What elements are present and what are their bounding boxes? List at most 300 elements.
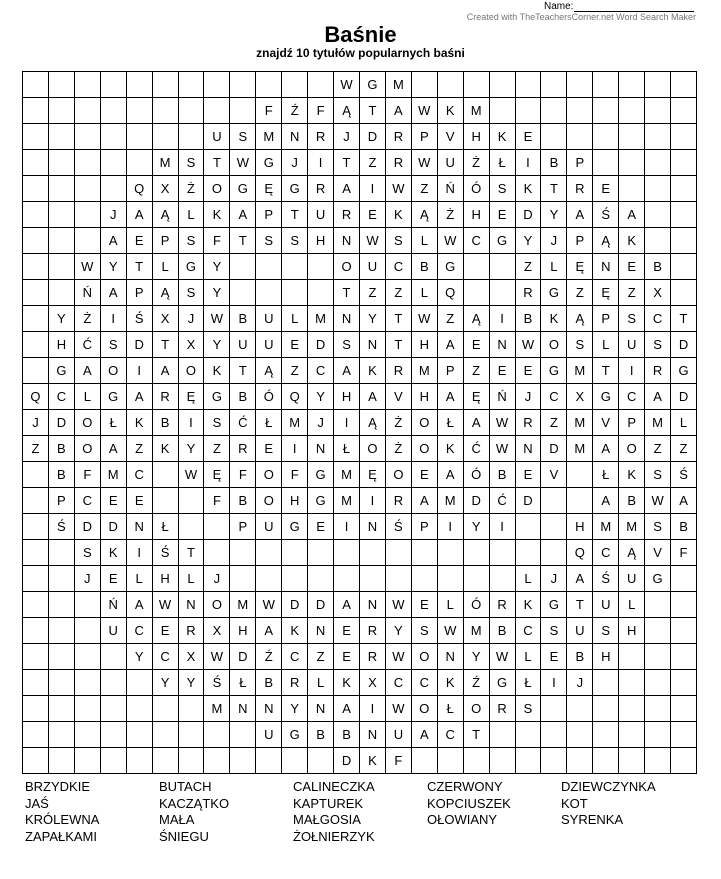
grid-cell: Q: [567, 540, 593, 566]
grid-cell: G: [671, 358, 697, 384]
grid-cell: X: [645, 280, 671, 306]
grid-cell: S: [101, 332, 127, 358]
grid-cell: Ć: [230, 410, 256, 436]
grid-cell: W: [75, 254, 101, 280]
grid-cell: A: [153, 358, 179, 384]
word-list-item: KACZĄTKO: [159, 795, 230, 811]
grid-cell: I: [282, 436, 308, 462]
grid-cell: P: [230, 514, 256, 540]
grid-cell: W: [516, 332, 542, 358]
grid-cell: T: [153, 332, 179, 358]
grid-cell: H: [567, 514, 593, 540]
grid-cell: T: [230, 228, 256, 254]
grid-cell: N: [282, 124, 308, 150]
grid-cell: K: [438, 670, 464, 696]
grid-cell: Ź: [282, 98, 308, 124]
name-label: Name:: [544, 1, 574, 12]
grid-cell: Ą: [619, 540, 645, 566]
grid-cell: [593, 124, 619, 150]
grid-cell: I: [179, 410, 205, 436]
grid-cell: S: [645, 332, 671, 358]
grid-cell: E: [153, 618, 179, 644]
grid-cell: B: [256, 670, 282, 696]
grid-cell: [464, 280, 490, 306]
grid-cell: R: [386, 358, 412, 384]
grid-cell: M: [645, 410, 671, 436]
grid-cell: [49, 592, 75, 618]
grid-cell: Ż: [75, 306, 101, 332]
grid-cell: P: [593, 306, 619, 332]
grid-cell: Ż: [386, 436, 412, 462]
grid-cell: [153, 98, 179, 124]
grid-cell: Z: [360, 280, 386, 306]
grid-cell: S: [256, 228, 282, 254]
grid-cell: [619, 98, 645, 124]
grid-cell: R: [153, 384, 179, 410]
grid-cell: [75, 722, 101, 748]
grid-cell: Y: [179, 436, 205, 462]
grid-cell: E: [464, 332, 490, 358]
grid-cell: [23, 670, 49, 696]
grid-cell: B: [541, 150, 567, 176]
grid-cell: X: [179, 332, 205, 358]
grid-cell: C: [386, 254, 412, 280]
grid-cell: W: [490, 436, 516, 462]
grid-cell: Ą: [464, 306, 490, 332]
grid-cell: E: [101, 566, 127, 592]
grid-cell: M: [153, 150, 179, 176]
word-list: [25, 779, 705, 845]
grid-cell: Y: [49, 306, 75, 332]
grid-cell: F: [204, 488, 230, 514]
grid-cell: [386, 540, 412, 566]
grid-cell: [179, 748, 205, 774]
grid-cell: Z: [386, 280, 412, 306]
grid-cell: [75, 748, 101, 774]
grid-cell: C: [386, 670, 412, 696]
grid-cell: N: [334, 228, 360, 254]
grid-cell: [490, 280, 516, 306]
grid-cell: [23, 644, 49, 670]
grid-cell: H: [464, 124, 490, 150]
grid-cell: [645, 98, 671, 124]
grid-cell: R: [308, 124, 334, 150]
grid-cell: F: [256, 98, 282, 124]
grid-cell: [464, 72, 490, 98]
grid-cell: C: [645, 306, 671, 332]
grid-cell: Ł: [438, 696, 464, 722]
grid-cell: [49, 176, 75, 202]
grid-cell: G: [360, 72, 386, 98]
grid-cell: V: [645, 540, 671, 566]
grid-cell: M: [204, 696, 230, 722]
grid-cell: J: [541, 566, 567, 592]
grid-cell: T: [179, 540, 205, 566]
grid-cell: [49, 566, 75, 592]
grid-cell: [360, 540, 386, 566]
grid-cell: [23, 176, 49, 202]
grid-cell: [541, 72, 567, 98]
grid-cell: S: [204, 410, 230, 436]
grid-cell: T: [334, 280, 360, 306]
grid-cell: S: [386, 228, 412, 254]
grid-cell: M: [101, 462, 127, 488]
grid-cell: U: [230, 332, 256, 358]
grid-cell: P: [49, 488, 75, 514]
grid-cell: T: [671, 306, 697, 332]
grid-cell: W: [645, 488, 671, 514]
grid-cell: N: [490, 332, 516, 358]
grid-cell: C: [75, 488, 101, 514]
grid-cell: [619, 176, 645, 202]
grid-cell: B: [490, 462, 516, 488]
grid-cell: N: [360, 592, 386, 618]
grid-cell: [645, 748, 671, 774]
grid-cell: B: [619, 488, 645, 514]
grid-cell: W: [412, 150, 438, 176]
grid-cell: [23, 514, 49, 540]
grid-cell: [516, 98, 542, 124]
grid-cell: R: [386, 124, 412, 150]
grid-cell: [204, 72, 230, 98]
grid-cell: O: [179, 358, 205, 384]
grid-cell: Ś: [593, 566, 619, 592]
grid-cell: A: [438, 332, 464, 358]
grid-cell: O: [204, 592, 230, 618]
grid-cell: T: [334, 150, 360, 176]
grid-cell: E: [490, 202, 516, 228]
grid-cell: R: [360, 618, 386, 644]
grid-cell: S: [412, 618, 438, 644]
grid-cell: E: [127, 228, 153, 254]
grid-cell: [230, 722, 256, 748]
grid-cell: V: [541, 462, 567, 488]
grid-cell: [23, 722, 49, 748]
grid-cell: V: [386, 384, 412, 410]
word-list-item: MAŁA: [159, 812, 195, 827]
grid-cell: [23, 280, 49, 306]
grid-cell: U: [386, 722, 412, 748]
grid-cell: [49, 280, 75, 306]
grid-cell: N: [360, 722, 386, 748]
grid-cell: R: [567, 176, 593, 202]
grid-cell: [282, 540, 308, 566]
grid-cell: [645, 618, 671, 644]
grid-cell: G: [204, 384, 230, 410]
grid-cell: F: [230, 462, 256, 488]
grid-cell: C: [49, 384, 75, 410]
grid-cell: O: [256, 488, 282, 514]
page-title: Baśnie: [324, 22, 397, 47]
grid-cell: D: [308, 592, 334, 618]
grid-cell: [671, 72, 697, 98]
grid-cell: J: [308, 410, 334, 436]
grid-cell: T: [204, 150, 230, 176]
grid-cell: P: [412, 124, 438, 150]
grid-cell: Ą: [153, 280, 179, 306]
grid-cell: [204, 748, 230, 774]
grid-cell: Z: [282, 358, 308, 384]
grid-cell: H: [412, 384, 438, 410]
grid-cell: [671, 618, 697, 644]
grid-cell: J: [567, 670, 593, 696]
grid-cell: I: [490, 514, 516, 540]
grid-cell: C: [127, 618, 153, 644]
word-list-item: KOPCIUSZEK: [427, 795, 511, 811]
grid-cell: G: [645, 566, 671, 592]
grid-cell: [490, 98, 516, 124]
word-list-item: JAŚ: [25, 795, 49, 811]
grid-cell: A: [334, 696, 360, 722]
grid-cell: B: [49, 436, 75, 462]
grid-cell: [49, 696, 75, 722]
grid-cell: Ż: [464, 150, 490, 176]
grid-cell: Y: [153, 670, 179, 696]
grid-cell: [101, 722, 127, 748]
grid-cell: Y: [464, 514, 490, 540]
grid-cell: [282, 280, 308, 306]
grid-cell: W: [386, 644, 412, 670]
grid-cell: Ą: [334, 98, 360, 124]
word-list-item: CALINECZKA: [293, 779, 375, 794]
grid-cell: [671, 696, 697, 722]
grid-cell: [671, 98, 697, 124]
grid-cell: J: [75, 566, 101, 592]
grid-cell: N: [308, 696, 334, 722]
grid-cell: Ś: [127, 306, 153, 332]
grid-cell: [567, 124, 593, 150]
grid-cell: Ą: [567, 306, 593, 332]
grid-cell: [645, 150, 671, 176]
grid-cell: G: [230, 176, 256, 202]
grid-cell: D: [516, 488, 542, 514]
grid-cell: [645, 124, 671, 150]
grid-cell: [49, 254, 75, 280]
grid-cell: R: [282, 670, 308, 696]
grid-cell: [256, 254, 282, 280]
grid-cell: E: [593, 176, 619, 202]
grid-cell: [127, 98, 153, 124]
grid-cell: D: [671, 332, 697, 358]
grid-cell: [75, 618, 101, 644]
grid-cell: [567, 696, 593, 722]
grid-cell: [438, 566, 464, 592]
credit-text: Created with TheTeachersCorner.net Word Search Maker: [466, 12, 696, 22]
grid-cell: L: [153, 254, 179, 280]
grid-cell: W: [490, 644, 516, 670]
grid-cell: I: [127, 358, 153, 384]
grid-cell: [490, 748, 516, 774]
grid-cell: [541, 722, 567, 748]
grid-cell: [671, 592, 697, 618]
grid-cell: [645, 592, 671, 618]
grid-cell: A: [334, 176, 360, 202]
grid-cell: [204, 514, 230, 540]
grid-cell: L: [671, 410, 697, 436]
grid-cell: U: [567, 618, 593, 644]
grid-cell: A: [386, 98, 412, 124]
grid-cell: R: [360, 644, 386, 670]
grid-cell: A: [645, 384, 671, 410]
grid-cell: T: [541, 176, 567, 202]
grid-cell: [593, 670, 619, 696]
grid-cell: [179, 514, 205, 540]
grid-cell: [593, 696, 619, 722]
grid-cell: [593, 722, 619, 748]
grid-cell: [308, 72, 334, 98]
grid-cell: P: [619, 410, 645, 436]
grid-cell: [567, 488, 593, 514]
grid-cell: [75, 124, 101, 150]
grid-cell: O: [75, 436, 101, 462]
grid-cell: E: [101, 488, 127, 514]
grid-cell: K: [516, 176, 542, 202]
grid-cell: Ć: [464, 436, 490, 462]
grid-cell: Y: [101, 254, 127, 280]
grid-cell: T: [127, 254, 153, 280]
grid-cell: [75, 696, 101, 722]
grid-cell: Q: [438, 280, 464, 306]
grid-cell: A: [256, 618, 282, 644]
grid-cell: E: [334, 618, 360, 644]
grid-cell: [49, 228, 75, 254]
grid-cell: B: [490, 618, 516, 644]
grid-cell: H: [282, 488, 308, 514]
grid-cell: [101, 176, 127, 202]
grid-cell: L: [412, 228, 438, 254]
grid-cell: Y: [282, 696, 308, 722]
grid-cell: O: [360, 436, 386, 462]
grid-cell: [619, 748, 645, 774]
grid-cell: Z: [23, 436, 49, 462]
grid-cell: Y: [360, 306, 386, 332]
grid-cell: N: [127, 514, 153, 540]
grid-cell: U: [360, 254, 386, 280]
grid-cell: B: [230, 488, 256, 514]
grid-cell: W: [490, 410, 516, 436]
grid-cell: T: [360, 98, 386, 124]
grid-cell: L: [75, 384, 101, 410]
grid-cell: [412, 748, 438, 774]
grid-cell: [567, 72, 593, 98]
grid-cell: R: [490, 592, 516, 618]
grid-cell: S: [593, 618, 619, 644]
grid-cell: K: [386, 202, 412, 228]
grid-cell: K: [619, 462, 645, 488]
grid-cell: K: [438, 98, 464, 124]
grid-cell: Ż: [179, 176, 205, 202]
grid-cell: N: [308, 618, 334, 644]
grid-cell: S: [334, 332, 360, 358]
word-search-grid: [22, 71, 697, 774]
grid-cell: Ą: [593, 228, 619, 254]
grid-cell: [179, 124, 205, 150]
grid-cell: A: [593, 436, 619, 462]
grid-cell: U: [256, 332, 282, 358]
grid-cell: [23, 124, 49, 150]
grid-cell: M: [619, 514, 645, 540]
grid-cell: [308, 280, 334, 306]
grid-cell: [230, 566, 256, 592]
grid-cell: V: [593, 410, 619, 436]
word-list-item: BRZYDKIE: [25, 779, 91, 794]
grid-cell: H: [153, 566, 179, 592]
grid-cell: [153, 72, 179, 98]
grid-cell: V: [438, 124, 464, 150]
grid-cell: [49, 618, 75, 644]
grid-cell: [127, 722, 153, 748]
grid-cell: Ł: [256, 410, 282, 436]
grid-cell: S: [282, 228, 308, 254]
grid-cell: [593, 98, 619, 124]
grid-cell: [101, 124, 127, 150]
grid-cell: A: [567, 566, 593, 592]
grid-cell: [256, 566, 282, 592]
grid-cell: A: [127, 592, 153, 618]
grid-cell: [671, 644, 697, 670]
grid-cell: Y: [386, 618, 412, 644]
grid-cell: Ś: [593, 202, 619, 228]
grid-cell: J: [101, 202, 127, 228]
grid-cell: P: [127, 280, 153, 306]
grid-cell: A: [127, 202, 153, 228]
grid-cell: M: [230, 592, 256, 618]
grid-cell: E: [282, 332, 308, 358]
grid-cell: K: [204, 358, 230, 384]
grid-cell: Ż: [438, 202, 464, 228]
grid-cell: Ę: [179, 384, 205, 410]
grid-cell: [619, 670, 645, 696]
grid-cell: P: [256, 202, 282, 228]
grid-cell: [282, 72, 308, 98]
grid-cell: B: [671, 514, 697, 540]
grid-cell: [619, 72, 645, 98]
grid-cell: [49, 124, 75, 150]
grid-cell: Ę: [464, 384, 490, 410]
grid-cell: [23, 202, 49, 228]
grid-cell: [49, 670, 75, 696]
grid-cell: H: [619, 618, 645, 644]
grid-cell: Z: [438, 306, 464, 332]
grid-cell: J: [334, 124, 360, 150]
grid-cell: [75, 150, 101, 176]
grid-cell: [282, 254, 308, 280]
grid-cell: L: [127, 566, 153, 592]
grid-cell: [516, 514, 542, 540]
grid-cell: [230, 98, 256, 124]
grid-cell: N: [360, 332, 386, 358]
grid-cell: Ę: [204, 462, 230, 488]
grid-cell: D: [464, 488, 490, 514]
grid-cell: [541, 124, 567, 150]
grid-cell: B: [230, 306, 256, 332]
grid-cell: B: [230, 384, 256, 410]
grid-cell: [619, 150, 645, 176]
grid-cell: I: [490, 306, 516, 332]
grid-cell: [101, 72, 127, 98]
grid-cell: T: [464, 722, 490, 748]
grid-cell: [23, 332, 49, 358]
grid-cell: G: [308, 462, 334, 488]
grid-cell: [179, 722, 205, 748]
grid-cell: M: [567, 436, 593, 462]
grid-cell: U: [256, 306, 282, 332]
grid-cell: I: [438, 514, 464, 540]
grid-cell: O: [75, 410, 101, 436]
grid-cell: [516, 748, 542, 774]
grid-cell: [567, 98, 593, 124]
grid-cell: S: [179, 280, 205, 306]
